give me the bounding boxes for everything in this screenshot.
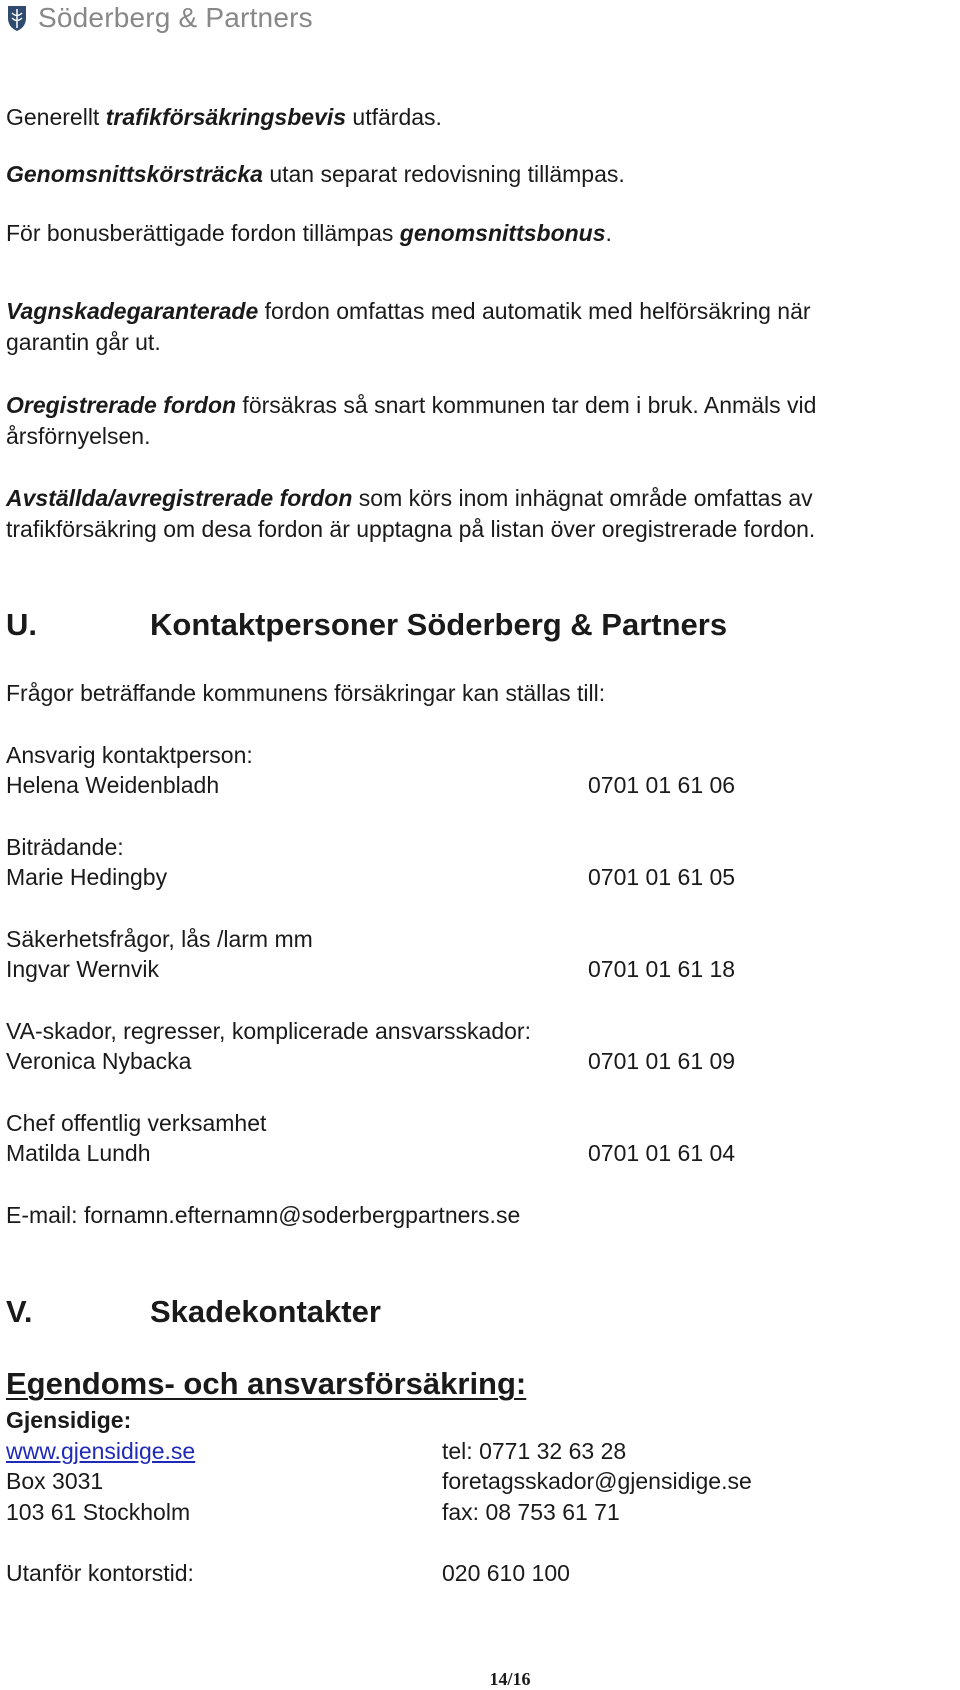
insurer-name: Gjensidige: — [6, 1407, 132, 1433]
insurer-email: foretagsskador@gjensidige.se — [442, 1468, 752, 1494]
contact-role: Chef offentlig verksamhet — [6, 1110, 267, 1136]
contact-phone: 0701 01 61 05 — [588, 864, 736, 890]
insurer-website-link[interactable]: www.gjensidige.se — [6, 1438, 196, 1464]
section-number: V. — [6, 1294, 33, 1329]
company-logo — [6, 0, 313, 36]
after-hours-label: Utanför kontorstid: — [6, 1560, 194, 1586]
contact-role: VA-skador, regresser, komplicerade ansvarsskador: — [6, 1018, 531, 1044]
paragraph-genomsnittsbonus: För bonusberättigade fordon tillämpas genomsnittsbonus. — [6, 220, 612, 246]
insurer-city: 103 61 Stockholm — [6, 1499, 191, 1525]
paragraph-trafikforsakringsbevis: Generellt trafikförsäkringsbevis utfärdas. — [6, 104, 442, 130]
subsection-title: Egendoms- och ansvarsförsäkring: — [6, 1366, 527, 1401]
contact-phone: 0701 01 61 09 — [588, 1048, 736, 1074]
page-number: 14/16 — [489, 1669, 531, 1689]
contact-name: Marie Hedingby — [6, 864, 168, 890]
section-title: Skadekontakter — [150, 1294, 381, 1329]
contact-role: Säkerhetsfrågor, lås /larm mm — [6, 926, 313, 952]
paragraph-vagnskadegaranterade: Vagnskadegaranterade fordon omfattas med automatik med helförsäkring när garantin går ut. — [6, 298, 811, 355]
paragraph-oregistrerade-fordon: Oregistrerade fordon försäkras så snart kommunen tar dem i bruk. Anmäls vid årsförnyelsen. — [6, 392, 817, 449]
contact-role: Biträdande: — [6, 834, 124, 860]
paragraph-avstallda-fordon: Avställda/avregistrerade fordon som körs inom inhägnat område omfattas av trafikförsäkring om desa fordon är upptagna på listan över oregistrerade fordon. — [6, 485, 816, 542]
logo-emblem-icon — [6, 4, 28, 32]
contact-phone: 0701 01 61 04 — [588, 1140, 736, 1166]
contact-name: Veronica Nybacka — [6, 1048, 192, 1074]
after-hours-phone: 020 610 100 — [442, 1560, 570, 1586]
section-title: Kontaktpersoner Söderberg & Partners — [150, 607, 728, 642]
paragraph-genomsnittskorstracka: Genomsnittskörsträcka utan separat redovisning tillämpas. — [6, 161, 625, 187]
contact-name: Ingvar Wernvik — [6, 956, 159, 982]
contacts-intro: Frågor beträffande kommunens försäkringar kan ställas till: — [6, 680, 606, 706]
insurer-box: Box 3031 — [6, 1468, 104, 1494]
contact-name: Helena Weidenbladh — [6, 772, 220, 798]
logo-text: Söderberg & Partners — [38, 2, 313, 33]
insurer-fax: fax: 08 753 61 71 — [442, 1499, 620, 1525]
contact-phone: 0701 01 61 06 — [588, 772, 736, 798]
insurer-phone: tel: 0771 32 63 28 — [442, 1438, 627, 1464]
section-number: U. — [6, 607, 37, 642]
section-heading-v — [6, 1294, 381, 1330]
contact-email-format: E-mail: fornamn.efternamn@soderbergpartners.se — [6, 1202, 521, 1228]
section-heading-u — [6, 607, 727, 643]
contact-phone: 0701 01 61 18 — [588, 956, 736, 982]
contact-role: Ansvarig kontaktperson: — [6, 742, 253, 768]
contact-name: Matilda Lundh — [6, 1140, 151, 1166]
